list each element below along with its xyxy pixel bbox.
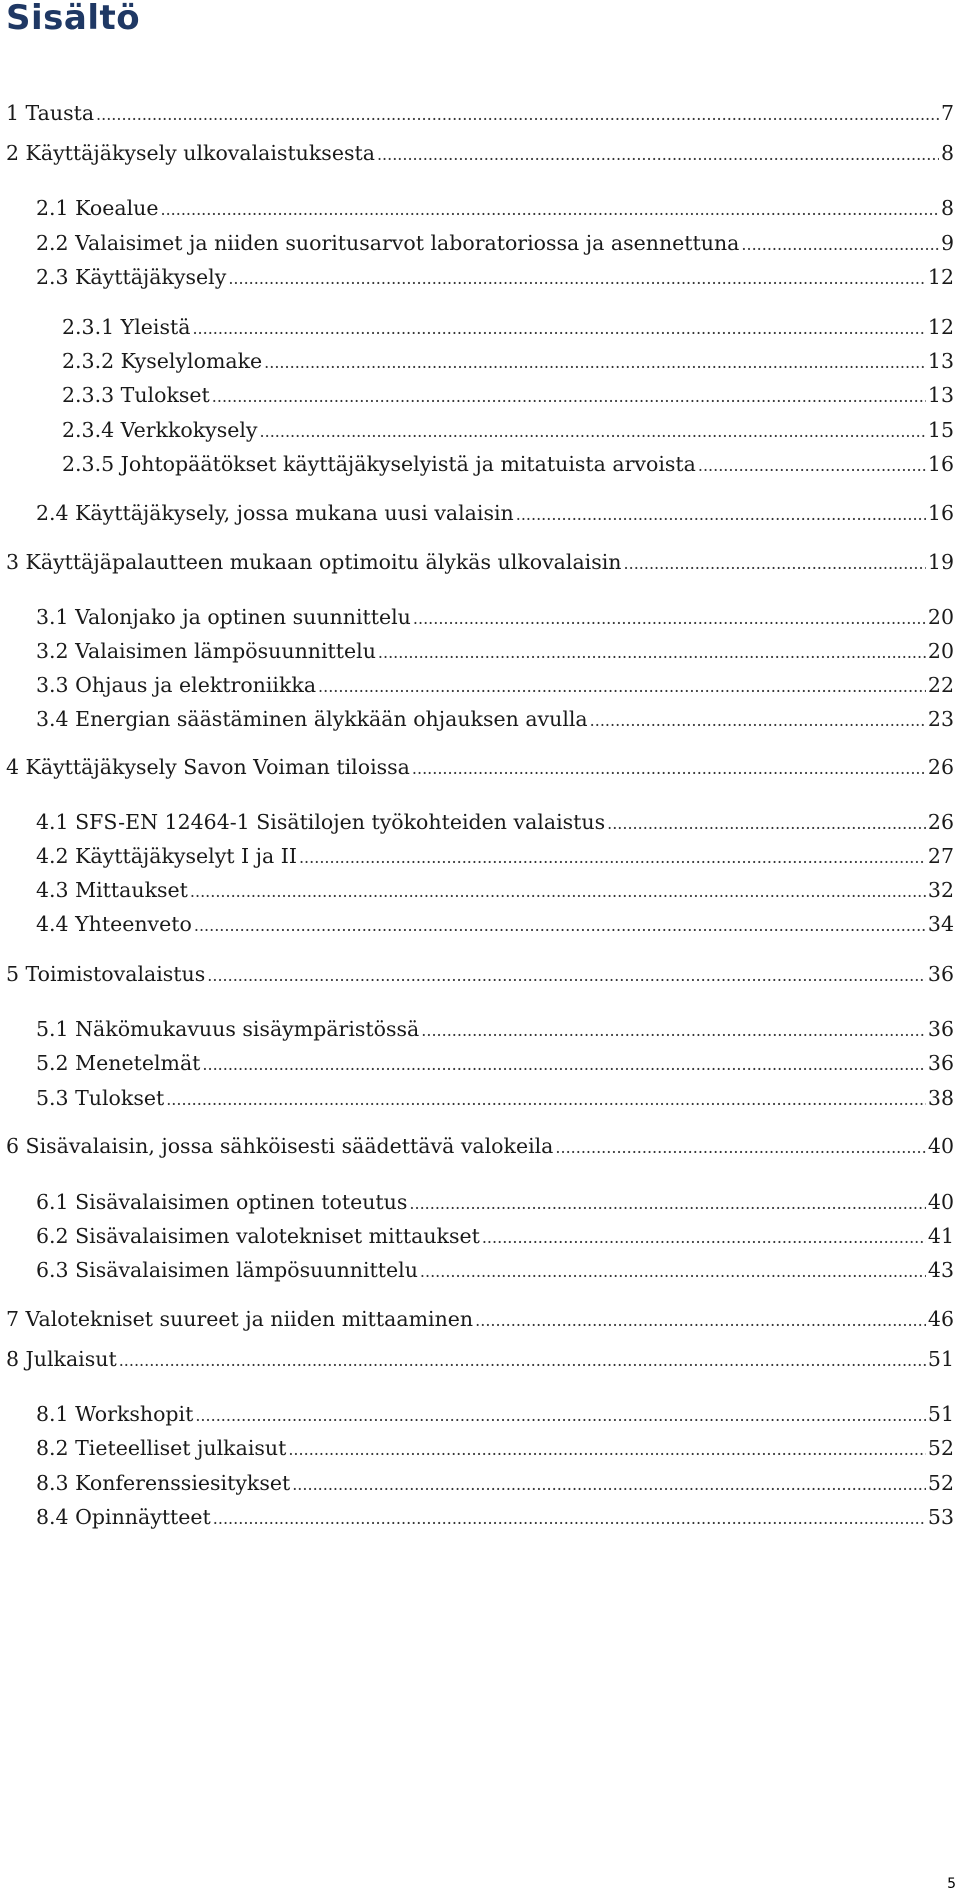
dot-leader <box>264 349 926 375</box>
toc-entry-title: 3 Käyttäjäpalautteen mukaan optimoitu älykäs ulkovalaisin <box>6 550 622 574</box>
toc-entry-title: 6.2 Sisävalaisimen valotekniset mittaukset <box>36 1224 480 1248</box>
toc-entry-page: 36 <box>927 1051 954 1075</box>
toc-entry[interactable] <box>36 1436 954 1462</box>
toc-entry-page: 34 <box>927 912 954 936</box>
dot-leader <box>119 1347 926 1373</box>
toc-entry-title: 8.1 Workshopit <box>36 1402 194 1426</box>
dot-leader <box>475 1307 926 1333</box>
toc-entry[interactable] <box>36 265 954 291</box>
dot-leader <box>195 1402 926 1428</box>
toc-entry-page: 40 <box>927 1190 954 1214</box>
dot-leader <box>482 1224 926 1250</box>
toc-entry-title: 5.3 Tulokset <box>36 1086 165 1110</box>
dot-leader <box>212 383 926 409</box>
dot-leader <box>555 1134 926 1160</box>
dot-leader <box>698 452 926 478</box>
dot-leader <box>292 1471 926 1497</box>
toc-entry-page: 27 <box>927 844 954 868</box>
toc-entry[interactable] <box>36 1086 954 1112</box>
dot-leader <box>590 707 926 733</box>
toc-entry[interactable] <box>62 349 954 375</box>
toc-entry[interactable] <box>36 1471 954 1497</box>
toc-entry[interactable] <box>36 1402 954 1428</box>
toc-entry-title: 2.3.2 Kyselylomake <box>62 349 263 373</box>
toc-entry-page: 36 <box>927 1017 954 1041</box>
toc-entry[interactable] <box>36 844 954 870</box>
toc-entry-page: 22 <box>927 673 954 697</box>
toc-entry[interactable] <box>62 383 954 409</box>
toc-entry[interactable] <box>36 673 954 699</box>
toc-entry[interactable] <box>36 1505 954 1531</box>
toc-entry-page: 15 <box>927 418 954 442</box>
toc-entry[interactable] <box>36 1224 954 1250</box>
toc-entry[interactable] <box>6 101 954 127</box>
dot-leader <box>160 196 938 222</box>
toc-entry-title: 2.4 Käyttäjäkysely, jossa mukana uusi valaisin <box>36 501 514 525</box>
toc-entry[interactable] <box>36 605 954 631</box>
toc-entry-page: 20 <box>927 639 954 663</box>
dot-leader <box>288 1436 926 1462</box>
toc-entry-title: 6 Sisävalaisin, jossa sähköisesti säädettävä valokeila <box>6 1134 554 1158</box>
toc-entry-title: 8.4 Opinnäytteet <box>36 1505 211 1529</box>
dot-leader <box>607 810 926 836</box>
toc-entry-title: 2.3 Käyttäjäkysely <box>36 265 227 289</box>
toc-entry-page: 41 <box>927 1224 954 1248</box>
toc-entry-title: 2 Käyttäjäkysely ulkovalaistuksesta <box>6 141 375 165</box>
dot-leader <box>192 315 925 341</box>
toc-entry-page: 40 <box>927 1134 954 1158</box>
toc-entry-page: 8 <box>940 141 954 165</box>
dot-leader <box>624 550 926 576</box>
toc-entry-title: 5.1 Näkömukavuus sisäympäristössä <box>36 1017 420 1041</box>
page-title: Sisältö <box>6 0 141 38</box>
toc-entry-page: 12 <box>927 315 954 339</box>
toc-entry[interactable] <box>6 755 954 781</box>
dot-leader <box>202 1051 926 1077</box>
toc-entry[interactable] <box>6 1347 954 1373</box>
toc-entry-title: 2.2 Valaisimet ja niiden suoritusarvot laboratoriossa ja asennettuna <box>36 231 740 255</box>
dot-leader <box>194 912 926 938</box>
dot-leader <box>409 1190 926 1216</box>
dot-leader <box>412 755 926 781</box>
dot-leader <box>190 878 926 904</box>
toc-entry-title: 3.4 Energian säästäminen älykkään ohjauksen avulla <box>36 707 588 731</box>
toc-entry-page: 20 <box>927 605 954 629</box>
toc-entry-title: 4 Käyttäjäkysely Savon Voiman tiloissa <box>6 755 410 779</box>
toc-entry-page: 51 <box>927 1347 954 1371</box>
toc-entry[interactable] <box>6 141 954 167</box>
toc-entry[interactable] <box>36 196 954 222</box>
toc-entry-page: 16 <box>927 452 954 476</box>
toc-entry[interactable] <box>6 1134 954 1160</box>
toc-entry[interactable] <box>36 912 954 938</box>
toc-entry-title: 4.4 Yhteenveto <box>36 912 192 936</box>
toc-entry-title: 2.3.1 Yleistä <box>62 315 191 339</box>
dot-leader <box>741 231 939 257</box>
toc-entry[interactable] <box>6 962 954 988</box>
toc-entry-page: 23 <box>927 707 954 731</box>
toc-entry-title: 1 Tausta <box>6 101 95 125</box>
toc-entry[interactable] <box>6 550 954 576</box>
dot-leader <box>420 1258 926 1284</box>
toc-entry-title: 8 Julkaisut <box>6 1347 117 1371</box>
toc-entry-page: 38 <box>927 1086 954 1110</box>
toc-entry-page: 52 <box>927 1436 954 1460</box>
toc-entry-page: 13 <box>927 349 954 373</box>
dot-leader <box>260 418 926 444</box>
toc-entry-title: 4.3 Mittaukset <box>36 878 188 902</box>
toc-entry[interactable] <box>62 418 954 444</box>
toc-entry[interactable] <box>36 639 954 665</box>
dot-leader <box>207 962 926 988</box>
dot-leader <box>413 605 926 631</box>
toc-entry-title: 4.1 SFS-EN 12464-1 Sisätilojen työkohteiden valaistus <box>36 810 606 834</box>
toc-entry-page: 7 <box>940 101 954 125</box>
toc-entry-title: 3.1 Valonjako ja optinen suunnittelu <box>36 605 411 629</box>
dot-leader <box>166 1086 926 1112</box>
dot-leader <box>516 501 926 527</box>
toc-entry[interactable] <box>36 707 954 733</box>
toc-entry[interactable] <box>36 1051 954 1077</box>
toc-entry[interactable] <box>36 1017 954 1043</box>
dot-leader <box>377 141 939 167</box>
toc-entry-page: 46 <box>927 1307 954 1331</box>
toc-entry-title: 2.3.4 Verkkokysely <box>62 418 258 442</box>
toc-entry[interactable] <box>36 878 954 904</box>
dot-leader <box>213 1505 926 1531</box>
toc-entry[interactable] <box>36 1190 954 1216</box>
toc-entry[interactable] <box>36 810 954 836</box>
toc-entry-page: 9 <box>940 231 954 255</box>
toc-entry-page: 53 <box>927 1505 954 1529</box>
toc-entry-title: 6.3 Sisävalaisimen lämpösuunnittelu <box>36 1258 418 1282</box>
toc-entry-title: 8.3 Konferenssiesitykset <box>36 1471 291 1495</box>
toc-entry-page: 32 <box>927 878 954 902</box>
toc-entry-title: 3.3 Ohjaus ja elektroniikka <box>36 673 317 697</box>
toc-entry-title: 8.2 Tieteelliset julkaisut <box>36 1436 287 1460</box>
toc-entry-title: 2.3.5 Johtopäätökset käyttäjäkyselyistä ja mitatuista arvoista <box>62 452 696 476</box>
toc-entry-page: 51 <box>927 1402 954 1426</box>
dot-leader <box>96 101 939 127</box>
dot-leader <box>421 1017 926 1043</box>
toc-entry[interactable] <box>36 231 954 257</box>
toc-entry[interactable] <box>6 1307 954 1333</box>
toc-entry-title: 4.2 Käyttäjäkyselyt I ja II <box>36 844 297 868</box>
toc-entry-page: 43 <box>927 1258 954 1282</box>
toc-entry-title: 2.3.3 Tulokset <box>62 383 210 407</box>
page-number: 5 <box>947 1876 956 1892</box>
toc-entry[interactable] <box>62 315 954 341</box>
dot-leader <box>378 639 926 665</box>
toc-entry-title: 7 Valotekniset suureet ja niiden mittaaminen <box>6 1307 474 1331</box>
dot-leader <box>299 844 926 870</box>
toc-entry-page: 13 <box>927 383 954 407</box>
toc-entry-page: 26 <box>927 755 954 779</box>
toc-entry[interactable] <box>62 452 954 478</box>
toc-entry-title: 3.2 Valaisimen lämpösuunnittelu <box>36 639 376 663</box>
toc-entry[interactable] <box>36 1258 954 1284</box>
toc-entry-page: 26 <box>927 810 954 834</box>
toc-entry-page: 8 <box>940 196 954 220</box>
toc-entry-page: 12 <box>927 265 954 289</box>
toc-entry-title: 5.2 Menetelmät <box>36 1051 201 1075</box>
toc-entry-title: 2.1 Koealue <box>36 196 159 220</box>
toc-entry-title: 5 Toimistovalaistus <box>6 962 206 986</box>
toc-entry-page: 16 <box>927 501 954 525</box>
toc-entry-page: 52 <box>927 1471 954 1495</box>
dot-leader <box>228 265 926 291</box>
dot-leader <box>318 673 926 699</box>
toc-entry-page: 19 <box>927 550 954 574</box>
toc-entry[interactable] <box>36 501 954 527</box>
toc-entry-page: 36 <box>927 962 954 986</box>
toc-entry-title: 6.1 Sisävalaisimen optinen toteutus <box>36 1190 408 1214</box>
